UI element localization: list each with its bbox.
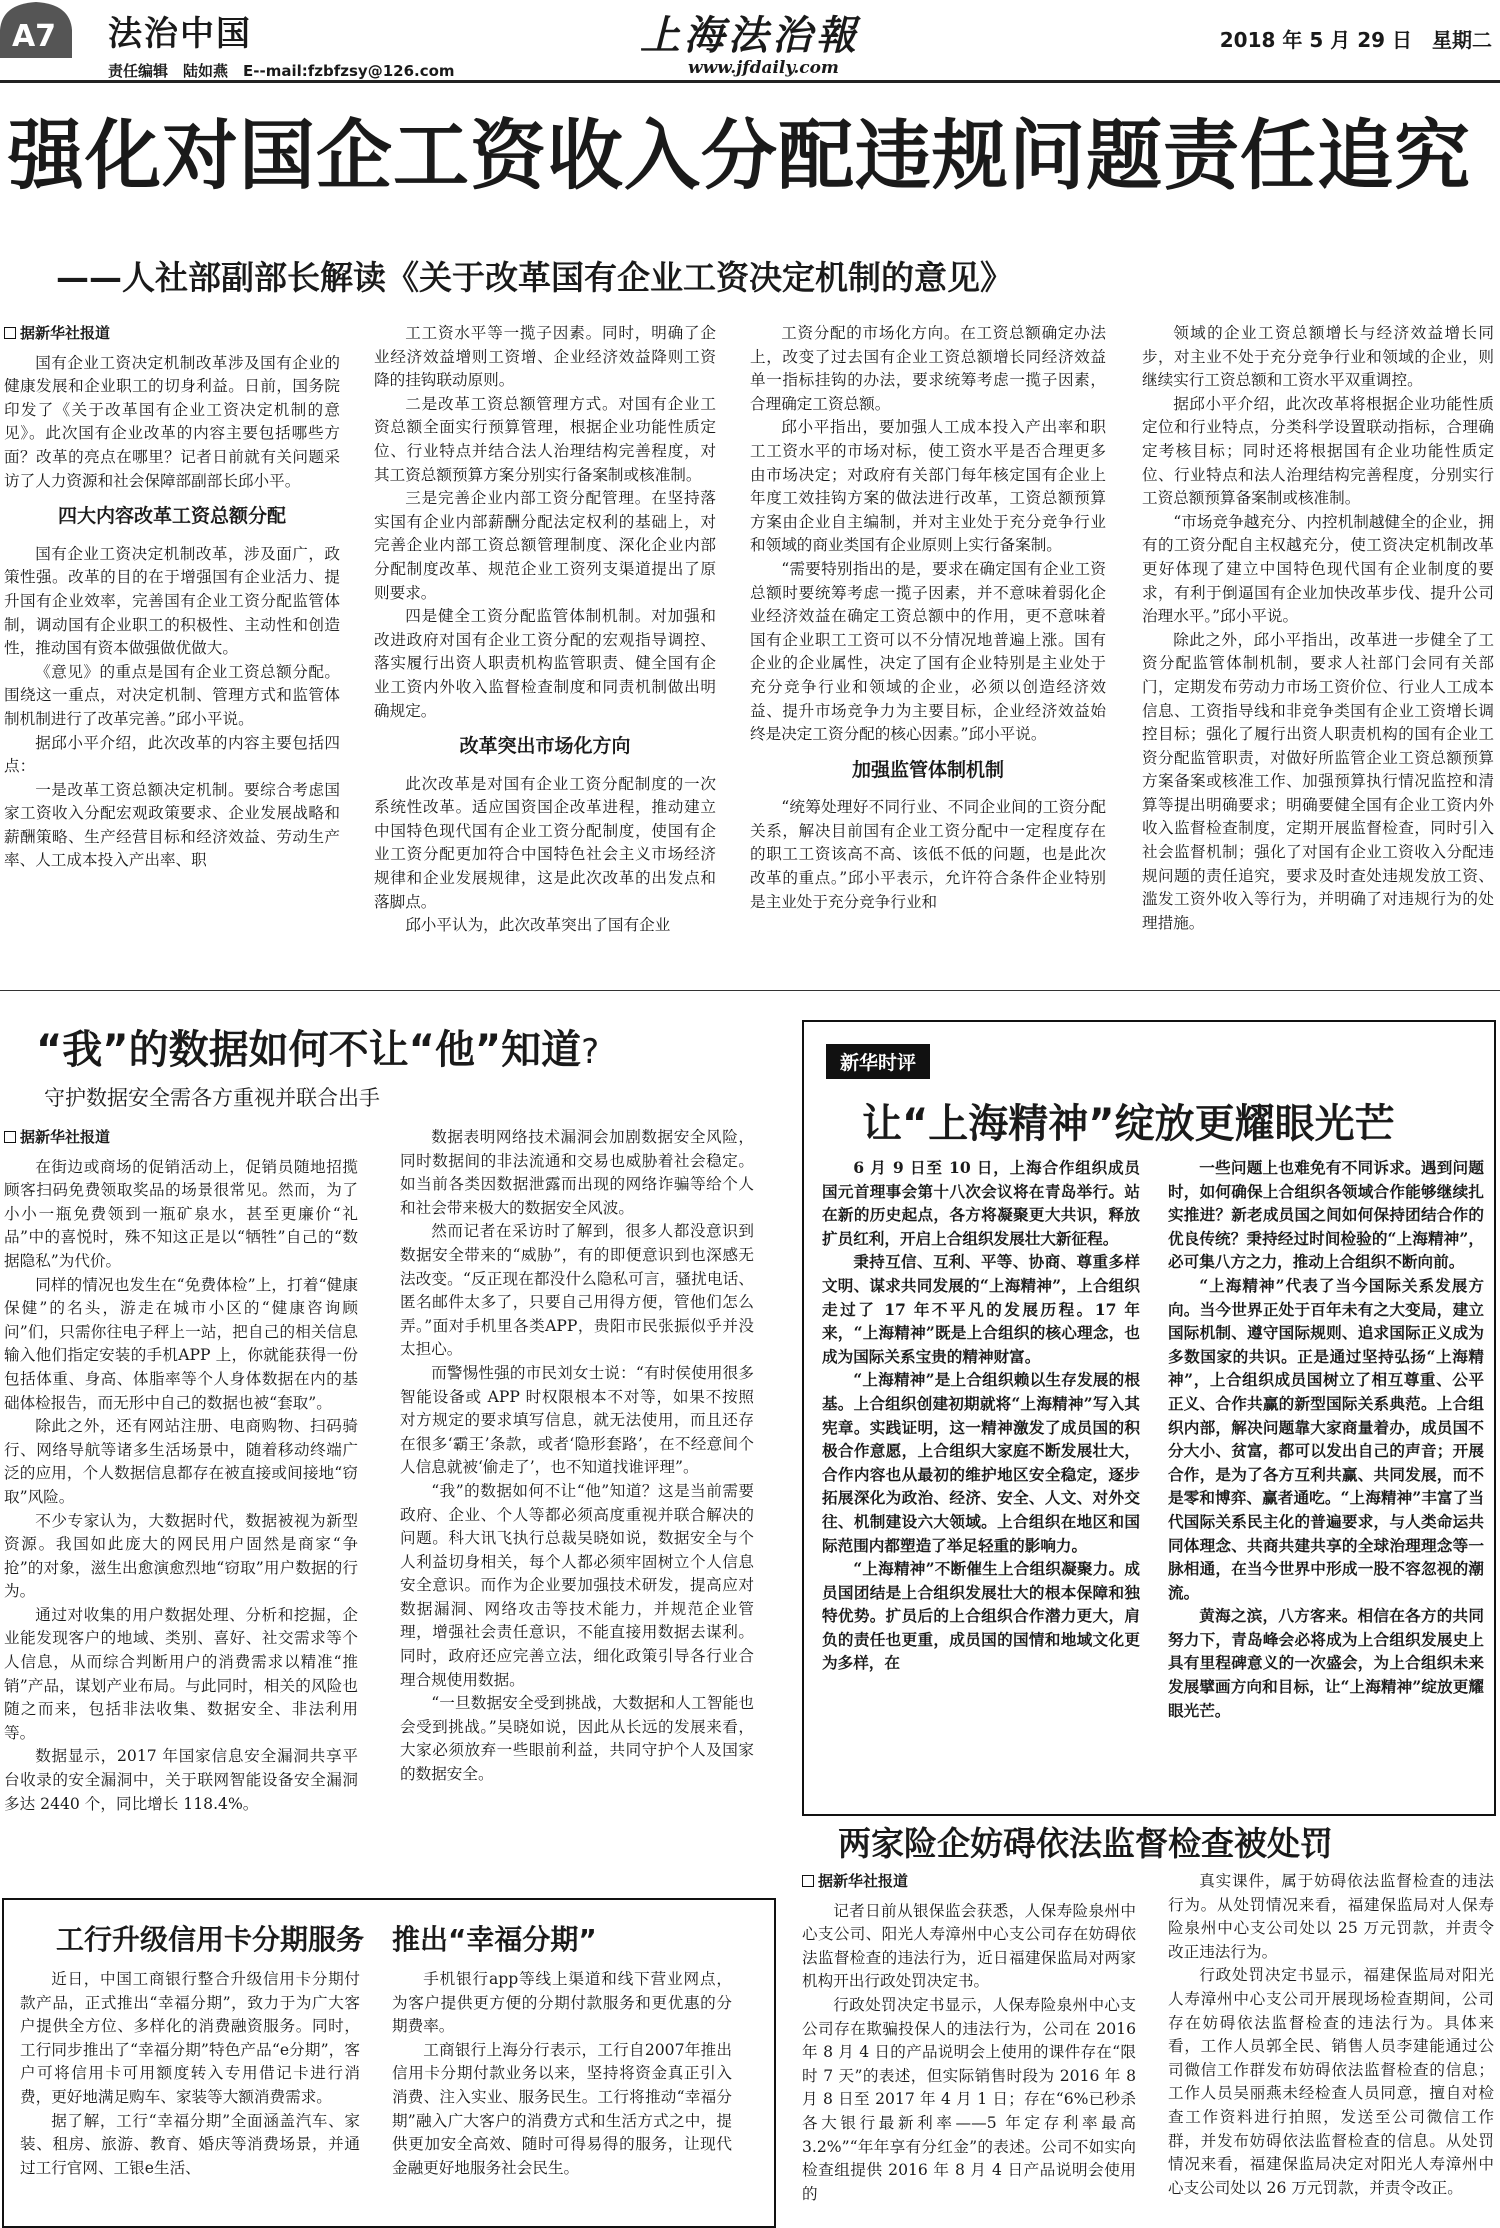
paragraph: “统筹处理好不同行业、不同企业间的工资分配关系，解决目前国有企业工资分配中一定程度存在的职工工资该高不高、该低不低的问题，也是此次改革的重点。”邱小平表示，允许符合条件企业特别是主业处于充分竞争行业和 [750, 798, 1106, 911]
paragraph: 一是改革工资总额决定机制。要综合考虑国家工资收入分配宏观政策要求、企业发展战略和薪酬策略、生产经营目标和经济效益、劳动生产率、人工成本投入产出率、职 [4, 780, 340, 870]
lead-byline: 据新华社报道 [4, 322, 340, 346]
paragraph: “上海精神”代表了当今国际关系发展方向。当今世界正处于百年未有之大变局，建立国际机制、遵守国际规则、追求国际正义成为多数国家的共识。正是通过坚持弘扬“上海精神”，上合组织成员国树立了相互尊重、公平正义、合作共赢的新型国际关系典范。上合组织内部，解决问题靠大家商量着办，成员国不分大小、贫富，都可以发出自己的声音；开展合作，是为了各方互利共赢、共同发展，而不是零和博弈、赢者通吃。“上海精神”丰富了当代国际关系民主化的普遍要求，与人类命运共同体理念、共商共建共享的全球治理理念等一脉相通，在当今世界中形成一股不容忽视的潮流。 [1168, 1275, 1484, 1602]
paragraph: 数据表明网络技术漏洞会加剧数据安全风险，同时数据间的非法流通和交易也威胁着社会稳定。如当前各类因数据泄露而出现的网络诈骗等给个人和社会带来极大的数据安全风波。 [400, 1128, 754, 1217]
lead-headline: 强化对国企工资收入分配违规问题责任追究 [8, 111, 1471, 200]
paragraph: 通过对收集的用户数据处理、分析和挖掘，企业能发现客户的地域、类别、喜好、社交需求等个人信息，从而综合判断用户的消费需求以精准“推销”产品，谋划产业布局。与此同时，相关的风险也随之而来，包括非法收集、数据安全、非法利用等。 [4, 1605, 358, 1742]
paragraph: “我”的数据如何不让“他”知道？这是当前需要政府、企业、个人等都必须高度重视并联合解决的问题。科大讯飞执行总裁吴晓如说，数据安全与个人利益切身相关，每个人都必须牢固树立个人信息安全意识。而作为企业要加强技术研发，提高应对数据漏洞、网络攻击等技术能力，并规范企业管理，增强社会责任意识，不能直接用数据去谋利。同时，政府还应完善立法，细化政策引导各行业合理合规使用数据。 [400, 1481, 754, 1689]
paragraph: “上海精神”是上合组织赖以生存发展的根基。上合组织创建初期就将“上海精神”写入其宪章。实践证明，这一精神激发了成员国的积极合作意愿，上合组织大家庭不断发展壮大，合作内容也从最初的维护地区安全稳定，逐步拓展深化为政治、经济、安全、人文、对外交往、机制建设六大领域。上合组织在地区和国际范围内都塑造了举足轻重的影响力。 [822, 1370, 1140, 1555]
paragraph: 数据显示，2017 年国家信息安全漏洞共享平台收录的安全漏洞中，关于联网智能设备安全漏洞多达 2440 个，同比增长 118.4%。 [4, 1747, 358, 1813]
commentary-title: 让“上海精神”绽放更耀眼光芒 [862, 1101, 1395, 1147]
page-number-badge [0, 0, 72, 58]
lead-col3b-text [750, 796, 1106, 914]
paragraph: 领域的企业工资总额增长与经济效益增长同步，对主业不处于充分竞争行业和领域的企业，则继续实行工资总额和工资水平双重调控。 [1142, 324, 1494, 390]
lead-section-title-1: 四大内容改革工资总额分配 [57, 505, 286, 528]
paragraph: “一旦数据安全受到挑战，大数据和人工智能也会受到挑战。”吴晓如说，因此从长远的发展来看，大家必须放弃一些眼前利益，共同守护个人及国家的数据安全。 [400, 1694, 754, 1784]
data-story-title [36, 1018, 599, 1075]
paragraph: 然而记者在采访时了解到，很多人都没意识到数据安全带来的“威胁”，有的即便意识到也深感无法改变。“反正现在都没什么隐私可言，骚扰电话、匿名邮件太多了，只要自己用得方便，管他们怎么弄。”面对手机里各类APP，贵阳市民张振似乎并没太担心。 [400, 1222, 754, 1359]
data-col1-text [4, 1156, 358, 1817]
paragraph: “市场竞争越充分、内控机制越健全的企业，拥有的工资分配自主权越充分，使工资决定机制改革更好体现了建立中国特色现代国有企业制度的要求，有利于倒逼国有企业加快改革步伐、提升公司治理水平。”邱小平说。 [1142, 512, 1494, 626]
data-col2-text [400, 1126, 754, 1787]
paragraph: 6 月 9 日至 10 日，上海合作组织成员国元首理事会第十八次会议将在青岛举行。站在新的历史起点，各方将凝聚更大共识，释放扩员红利，开启上合组织发展壮大新征程。 [822, 1158, 1140, 1248]
paragraph: 真实课件，属于妨碍依法监督检查的违法行为。从处罚情况来看，福建保监局对人保寿险泉州中心支公司处以 25 万元罚款，并责令改正违法行为。 [1168, 1872, 1494, 1961]
editor-line: 责任编辑 陆如燕 E--mail:fzbfzsy@126.com [108, 62, 455, 80]
insurance-title: 两家险企妨碍依法监督检查被处罚 [838, 1824, 1333, 1863]
data-story-title-text: “我”的数据如何不让“他”知道 [36, 1027, 582, 1073]
lead-column-1 [4, 322, 340, 977]
paragraph: 二是改革工资总额管理方式。对国有企业工资总额全面实行预算管理，根据企业功能性质定位、行业特点并结合法人治理结构完善程度，对其工资总额预算方案分别实行备案制或核准制。 [374, 394, 716, 484]
data-story-subtitle: 守护数据安全需各方重视并联合出手 [44, 1086, 380, 1110]
paragraph: 不少专家认为，大数据时代，数据被视为新型资源。我国如此庞大的网民用户固然是商家“争抢”的对象，滋生出愈演愈烈地“窃取”用户数据的行为。 [4, 1511, 358, 1601]
issue-date: 2018 年 5 月 29 日 星期二 [1219, 28, 1492, 52]
paragraph: 行政处罚决定书显示，人保寿险泉州中心支公司存在欺骗投保人的违法行为，公司在 2016 年 8 月 4 日的产品说明会上使用的课件存在“限时 7 天”的表述，但实际销售时段为 2016 年 8 月 8 日至 2017 年 4 月 1 日；存在“6%已秒杀各大银行最新利率——5 年定存利率最高 3.2%”“年年享有分红金”的表述。公司不如实向检查组提供 2016 年 8 月 4 日产品说明会使用的 [802, 1995, 1136, 2203]
masthead-logo: 上海法治報 [640, 12, 860, 59]
paragraph: 据了解，工行“幸福分期”全面涵盖汽车、家装、租房、旅游、教育、婚庆等消费场景，并通过工行官网、工银e生活、 [20, 2111, 360, 2177]
paragraph: 工资分配的市场化方向。在工资总额确定办法上，改变了过去国有企业工资总额增长同经济效益单一指标挂钩的办法，要求统筹考虑一揽子因素，合理确定工资总额。 [750, 324, 1106, 413]
data-column-2 [400, 1126, 754, 1866]
commentary-column-1 [822, 1156, 1140, 1806]
paragraph: 除此之外，还有网站注册、电商购物、扫码骑行、网络导航等诸多生活场景中，随着移动终端广泛的应用，个人数据信息都存在被直接或间接地“窃取”风险。 [4, 1417, 358, 1506]
paragraph: 秉持互信、互利、平等、协商、尊重多样文明、谋求共同发展的“上海精神”，上合组织走过了 17 年不平凡的发展历程。17 年来，“上海精神”既是上合组织的核心理念，也成为国际关系宝贵的精神财富。 [822, 1252, 1140, 1366]
insurance-byline: 据新华社报道 [802, 1870, 1136, 1894]
commentary-col2-text [1168, 1156, 1484, 1722]
lead-col1b-text [4, 543, 340, 873]
paragraph: 行政处罚决定书显示，福建保监局对阳光人寿漳州中心支公司开展现场检查期间，公司存在妨碍依法监督检查的违法行为。具体来看，工作人员郭全民、销售人员李建能通过公司微信工作群发布妨碍依法监督检查的信息；工作人员吴丽燕未经检查人员同意，擅自对检查工作资料进行拍照，发送至公司微信工作群，并发布妨碍依法监督检查的信息。从处罚情况来看，福建保监局决定对阳光人寿漳州中心支公司处以 26 万元罚款，并责令改正。 [1168, 1966, 1494, 2197]
lead-col2-text [374, 322, 716, 723]
paragraph: 据邱小平介绍，此次改革将根据企业功能性质定位和行业特点，分类科学设置联动指标，合理确定考核目标；同时还将根据国有企业功能性质定位、行业特点和法人治理结构完善程度，分别实行工资总额预算备案制或核准制。 [1142, 394, 1494, 508]
paragraph: 四是健全工资分配监管体制机制。对加强和改进政府对国有企业工资分配的宏观指导调控、落实履行出资人职责机构监管职责、健全国有企业工资内外收入监督检查制度和同责机制做出明确规定。 [374, 607, 716, 720]
paragraph: 而警惕性强的市民刘女士说：“有时侯使用很多智能设备或 APP 时权限根本不对等，如果不按照对方规定的要求填写信息，就无法使用，而且还存在很多‘霸王’条款，或者‘隐形套路’，在不经意间个人信息就被‘偷走了’，也不知道找谁评理”。 [400, 1363, 754, 1477]
icbc-column-1 [20, 1968, 360, 2218]
lead-col2b-text [374, 773, 716, 938]
paragraph: “需要特别指出的是，要求在确定国有企业工资总额时要统筹考虑一揽子因素，并不意味着弱化企业经济效益在确定工资总额中的作用，更不意味着国有企业职工工资可以不分情况地普遍上涨。国有企业的企业属性，决定了国有企业特别是主业处于充分竞争行业和领域的企业，必须以创造经济效益、提升市场竞争力为主要目标，企业经济效益始终是决定工资分配的核心因素。”邱小平说。 [750, 559, 1106, 744]
data-column-1 [4, 1126, 358, 1866]
commentary-col1-text [822, 1156, 1140, 1675]
paragraph: 国有企业工资决定机制改革涉及国有企业的健康发展和企业职工的切身利益。日前，国务院印发了《关于改革国有企业工资决定机制的意见》。此次国有企业改革的内容主要包括哪些方面？改革的亮点在哪里？记者日前就有关问题采访了人力资源和社会保障部副部长邱小平。 [4, 353, 340, 490]
website-url: www.jfdaily.com [688, 58, 839, 78]
insurance-column-1 [802, 1870, 1136, 2224]
paragraph: “上海精神”不断催生上合组织凝聚力。成员国团结是上合组织发展壮大的根本保障和独特优势。扩员后的上合组织合作潜力更大，肩负的责任也更重，成员国的国情和地域文化更为多样，在 [822, 1559, 1140, 1673]
lead-column-2 [374, 322, 716, 977]
paragraph: 同样的情况也发生在“免费体检”上，打着“健康保健”的名头，游走在城市小区的“健康咨询顾问”们，只需你往电子秤上一站，把自己的相关信息输入他们指定安装的手机APP 上，你就能获得一份包括体重、身高、体脂率等个人身体数据在内的基础体检报告，而无形中自己的数据也被“套取”。 [4, 1275, 358, 1412]
paragraph: 手机银行app等线上渠道和线下营业网点，为客户提供更方便的分期付款服务和更优惠的分期费率。 [392, 1970, 732, 2036]
data-story-title-mark: ? [581, 1032, 600, 1072]
paragraph: 近日，中国工商银行整合升级信用卡分期付款产品，正式推出“幸福分期”，致力于为广大客户提供全方位、多样化的消费融资服务。同时，工行同步推出了“幸福分期”特色产品“e分期”，客户可将信用卡可用额度转入专用借记卡进行消费，更好地满足购车、家装等大额消费需求。 [20, 1970, 360, 2106]
icbc-col1-text [20, 1968, 360, 2180]
paragraph: 《意见》的重点是国有企业工资总额分配。围绕这一重点，对决定机制、管理方式和监管体制机制进行了改革完善。”邱小平说。 [4, 662, 340, 728]
icbc-column-2 [392, 1968, 732, 2218]
paragraph: 国有企业工资决定机制改革，涉及面广，政策性强。改革的目的在于增强国有企业活力、提升国有企业效率，完善国有企业工资分配监管体制，调动国有企业职工的积极性、主动性和创造性，推动国有资本做强做优做大。 [4, 544, 340, 658]
section-name: 法治中国 [108, 14, 252, 54]
insurance-col2-text [1168, 1870, 1494, 2200]
paragraph: 三是完善企业内部工资分配管理。在坚持落实国有企业内部薪酬分配法定权利的基础上，对完善企业内部工资总额管理制度、深化企业内部分配制度改革、规范企业工资列支渠道提出了原则要求。 [374, 489, 716, 602]
insurance-col1-text [802, 1900, 1136, 2207]
lead-subhead: ——人社部副部长解读《关于改革国有企业工资决定机制的意见》 [56, 258, 1013, 297]
data-byline: 据新华社报道 [4, 1126, 358, 1150]
paragraph: 一些问题上也难免有不同诉求。遇到问题时，如何确保上合组织各领域合作能够继续扎实推进？新老成员国之间如何保持团结合作的优良传统？秉持经过时间检验的“上海精神”，必可集八方之力，推动上合组织不断向前。 [1168, 1158, 1484, 1272]
paragraph: 记者日前从银保监会获悉，人保寿险泉州中心支公司、阳光人寿漳州中心支公司存在妨碍依法监督检查的违法行为，近日福建保监局对两家机构开出行政处罚决定书。 [802, 1901, 1136, 1991]
icbc-col2-text [392, 1968, 732, 2180]
lead-col4-text [1142, 322, 1494, 935]
paragraph: 据邱小平介绍，此次改革的内容主要包括四点： [4, 733, 340, 776]
paragraph: 此次改革是对国有企业工资分配制度的一次系统性改革。适应国资国企改革进程，推动建立中国特色现代国有企业工资分配制度，使国有企业工资分配更加符合中国特色社会主义市场经济规律和企业发展规律，这是此次改革的出发点和落脚点。 [374, 774, 716, 911]
page-number: A7 [11, 19, 57, 54]
paragraph: 邱小平指出，要加强人工成本投入产出率和职工工资水平的市场对标，使工资水平是否合理更多由市场决定；对政府有关部门每年核定国有企业上年度工效挂钩方案的做法进行改革，工资总额预算方案由企业自主编制，并对主业处于充分竞争行业和领域的商业类国有企业原则上实行备案制。 [750, 418, 1106, 555]
lead-col1-text [4, 352, 340, 494]
commentary-tag: 新华时评 [826, 1044, 930, 1079]
lead-bottom-rule [0, 990, 1500, 991]
paragraph: 工商银行上海分行表示，工行自2007年推出信用卡分期付款业务以来，坚持将资金真正引入消费、注入实业、服务民生。工行将推动“幸福分期”融入广大客户的消费方式和生活方式之中，提供更加安全高效、随时可得易得的服务，让现代金融更好地服务社会民生。 [392, 2040, 732, 2177]
insurance-column-2 [1168, 1870, 1494, 2224]
lead-column-4 [1142, 322, 1494, 977]
commentary-column-2 [1168, 1156, 1484, 1806]
lead-column-3 [750, 322, 1106, 977]
lead-section-title-3: 加强监管体制机制 [851, 758, 1004, 781]
paragraph: 除此之外，邱小平指出，改革进一步健全了工资分配监管体制机制，要求人社部门会同有关部门，定期发布劳动力市场工资价位、行业人工成本信息、工资指导线和非竞争类国有企业工资增长调控目标；强化了履行出资人职责机构的国有企业工资分配监管职责，对做好所监管企业工资总额预算方案备案或核准工作、加强预算执行情况监控和清算等提出明确要求；明确要健全国有企业工资内外收入监督检查制度，定期开展监督检查，同时引入社会监督机制；强化了对国有企业工资收入分配违规问题的责任追究，要求及时查处违规发放工资、滥发工资外收入等行为，并明确了对违规行为的处理措施。 [1142, 630, 1494, 932]
lead-section-title-2: 改革突出市场化方向 [459, 735, 631, 758]
paragraph: 邱小平认为，此次改革突出了国有企业 [405, 916, 671, 935]
icbc-title: 工行升级信用卡分期服务 推出“幸福分期” [56, 1923, 597, 1956]
header-rule [0, 80, 1500, 83]
lead-col3-text [750, 322, 1106, 747]
paragraph: 工工资水平等一揽子因素。同时，明确了企业经济效益增则工资增、企业经济效益降则工资降的挂钩联动原则。 [374, 324, 716, 390]
paragraph: 在街边或商场的促销活动上，促销员随地招揽顾客扫码免费领取奖品的场景很常见。然而，为了小小一瓶免费领到一瓶矿泉水，甚至更廉价“礼品”中的喜悦时，殊不知这正是以“牺牲”自己的“数据隐私”为代价。 [4, 1157, 358, 1270]
paragraph: 黄海之滨，八方客来。相信在各方的共同努力下，青岛峰会必将成为上合组织发展史上具有里程碑意义的一次盛会，为上合组织未来发展擘画方向和目标，让“上海精神”绽放更耀眼光芒。 [1168, 1606, 1484, 1720]
